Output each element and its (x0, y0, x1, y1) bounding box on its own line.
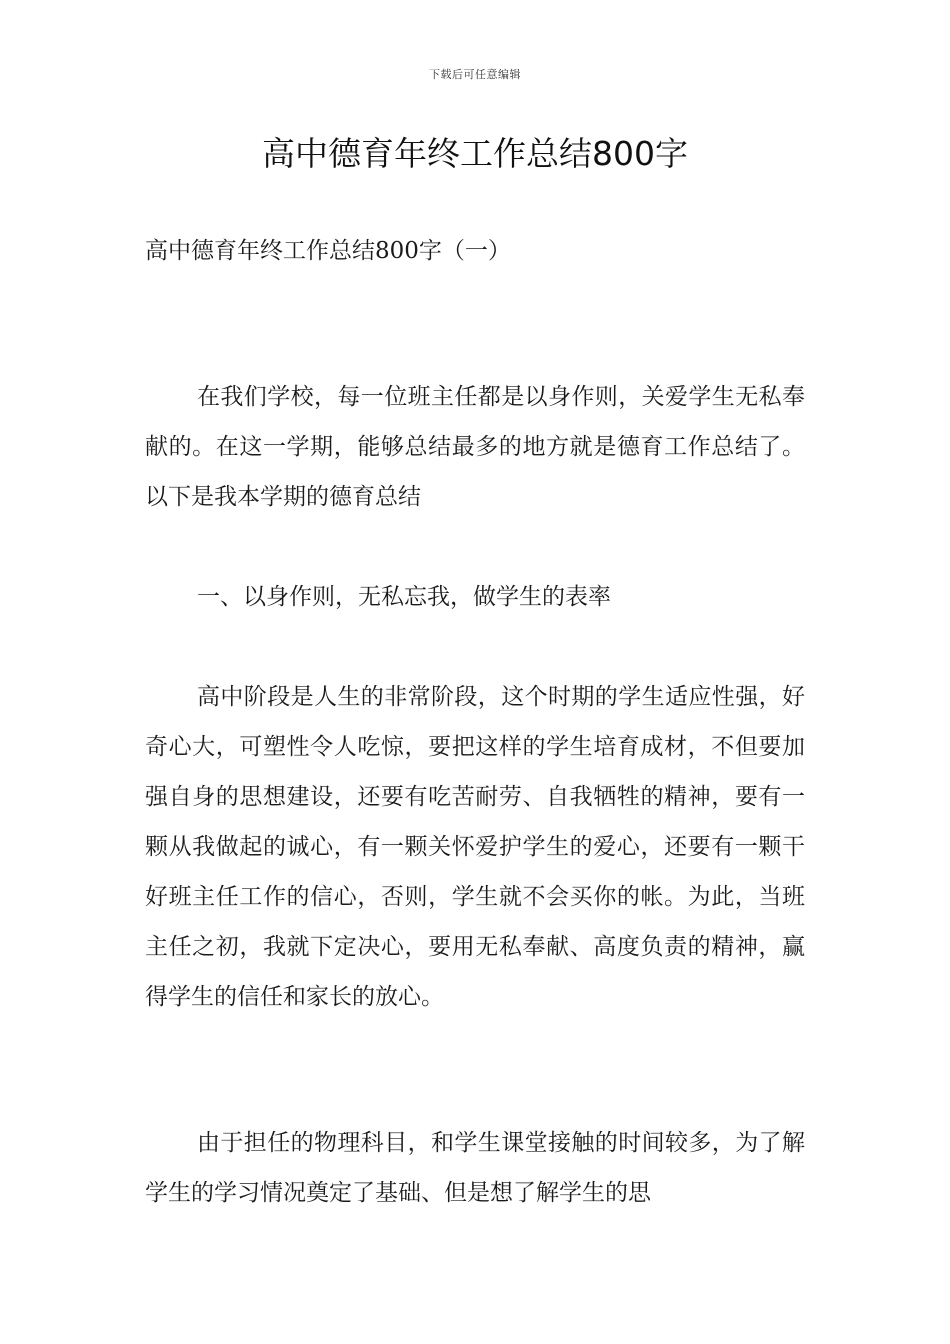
section-heading-1: 一、以身作则，无私忘我，做学生的表率 (197, 584, 611, 610)
paragraph-intro: 在我们学校，每一位班主任都是以身作则，关爱学生无私奉献的。在这一学期，能够总结最多的地方就是德育工作总结了。以下是我本学期的德育总结 (145, 384, 805, 510)
paragraph-body-2: 由于担任的物理科目，和学生课堂接触的时间较多，为了解学生的学习情况奠定了基础、但是想了解学生的思 (145, 1130, 805, 1206)
document-title: 高中德育年终工作总结800字 (262, 134, 688, 173)
paragraph-body-1: 高中阶段是人生的非常阶段，这个时期的学生适应性强，好奇心大，可塑性令人吃惊，要把这样的学生培育成材，不但要加强自身的思想建设，还要有吃苦耐劳、自我牺牲的精神，要有一颗从我做起的诚心，有一颗关怀爱护学生的爱心，还要有一颗干好班主任工作的信心，否则，学生就不会买你的帐。为此，当班主任之初，我就下定决心，要用无私奉献、高度负责的精神，赢得学生的信任和家长的放心。 (145, 684, 805, 1010)
document-subtitle: 高中德育年终工作总结800字（一） (145, 238, 511, 264)
header-note: 下载后可任意编辑 (429, 68, 521, 81)
